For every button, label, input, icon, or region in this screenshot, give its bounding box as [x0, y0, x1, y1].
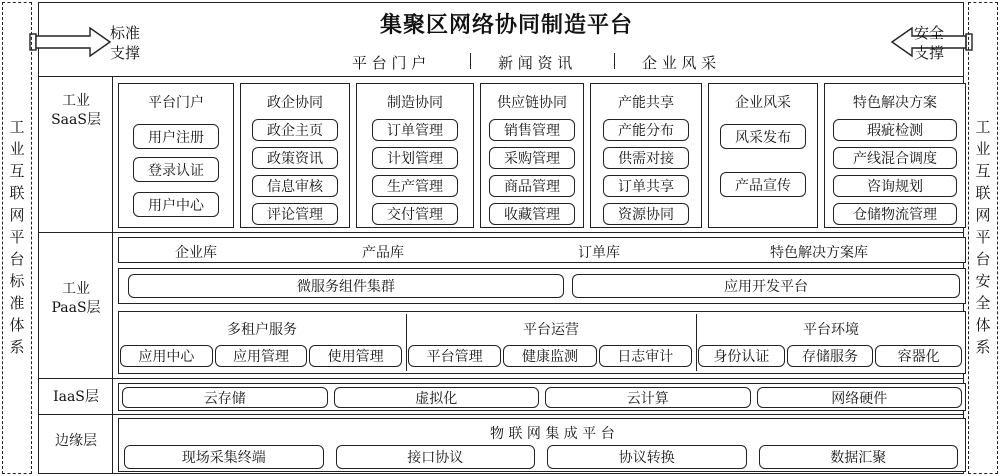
- paas-layer-label: 工业 PaaS层: [51, 281, 101, 316]
- paas-service-button[interactable]: 日志审计: [599, 345, 692, 367]
- nav-portal[interactable]: 平 台 门 户: [352, 54, 427, 72]
- saas-function-button[interactable]: 政企主页: [252, 119, 338, 141]
- side-char: 台: [9, 250, 25, 268]
- side-char: 安: [975, 272, 991, 290]
- saas-module-title: 产能共享: [618, 95, 674, 111]
- side-char: 网: [975, 206, 991, 224]
- left-support-label-1: 标准: [110, 24, 141, 42]
- library-order: 订单库: [578, 245, 620, 261]
- saas-module-title: 供应链协同: [497, 95, 567, 111]
- saas-layer-label: 工业 SaaS层: [51, 93, 101, 128]
- side-char: 联: [975, 184, 991, 202]
- side-char: 联: [9, 184, 25, 202]
- saas-module-title: 特色解决方案: [853, 95, 937, 111]
- right-support-label-2: 支撑: [914, 44, 945, 62]
- iot-platform-title: 物 联 网 集 成 平 台: [490, 426, 615, 442]
- saas-module-title: 平台门户: [148, 95, 204, 111]
- saas-module-title: 政企协同: [267, 95, 323, 111]
- side-char: 工: [975, 118, 991, 136]
- left-standard-system-label: [5, 116, 29, 358]
- edge-item[interactable]: 现场采集终端: [124, 445, 324, 469]
- side-char: 准: [9, 294, 25, 312]
- edge-item[interactable]: 协议转换: [547, 445, 747, 469]
- saas-function-button[interactable]: 信息审核: [252, 175, 338, 197]
- right-support-label-1: 安全: [914, 24, 945, 42]
- side-char: 台: [975, 250, 991, 268]
- saas-function-button[interactable]: 订单共享: [603, 175, 689, 197]
- side-char: 工: [9, 118, 25, 136]
- saas-function-button[interactable]: 瑕疵检测: [833, 119, 957, 141]
- layer-divider: [38, 414, 964, 415]
- saas-function-button[interactable]: 产能分布: [603, 119, 689, 141]
- paas-group-title: 多租户服务: [227, 322, 297, 338]
- platform-title: 集聚区网络协同制造平台: [380, 12, 634, 38]
- saas-function-button[interactable]: 评论管理: [252, 203, 338, 225]
- side-char: 系: [975, 338, 991, 356]
- layer-divider: [38, 76, 964, 77]
- edge-layer-label: 边缘层: [55, 433, 97, 449]
- iaas-item[interactable]: 虚拟化: [334, 387, 540, 408]
- library-product: 产品库: [362, 245, 404, 261]
- iaas-layer-label: IaaS层: [53, 389, 99, 405]
- library-enterprise: 企业库: [175, 245, 217, 261]
- paas-service-button[interactable]: 存储服务: [787, 345, 874, 367]
- saas-module-title: 制造协同: [387, 95, 443, 111]
- side-char: 互: [975, 162, 991, 180]
- layer-divider: [38, 232, 964, 233]
- side-char: 平: [975, 228, 991, 246]
- iaas-item[interactable]: 云存储: [122, 387, 328, 408]
- saas-function-button[interactable]: 咨询规划: [833, 175, 957, 197]
- paas-group-title: 平台环境: [803, 322, 859, 338]
- side-char: 系: [9, 338, 25, 356]
- side-char: 业: [975, 140, 991, 158]
- saas-function-button[interactable]: 仓储物流管理: [833, 203, 957, 225]
- paas-service-button[interactable]: 应用中心: [120, 345, 213, 367]
- saas-function-button[interactable]: 采购管理: [489, 147, 575, 169]
- saas-function-button[interactable]: 计划管理: [372, 147, 458, 169]
- saas-function-button[interactable]: 资源协同: [603, 203, 689, 225]
- paas-service-button[interactable]: 身份认证: [698, 345, 785, 367]
- side-char: 网: [9, 206, 25, 224]
- layer-divider: [38, 378, 964, 379]
- nav-enterprise-style[interactable]: 企 业 风 采: [642, 54, 717, 72]
- saas-function-button[interactable]: 风采发布: [720, 124, 806, 149]
- nav-divider: [614, 53, 615, 69]
- left-support-arrow: [30, 24, 110, 60]
- side-char: 全: [975, 294, 991, 312]
- app-dev-platform[interactable]: 应用开发平台: [572, 274, 960, 298]
- iaas-item[interactable]: 云计算: [545, 387, 751, 408]
- paas-service-button[interactable]: 平台管理: [408, 345, 501, 367]
- side-char: 业: [9, 140, 25, 158]
- saas-module-title: 企业风采: [735, 95, 791, 111]
- iaas-item[interactable]: 网络硬件: [757, 387, 963, 408]
- side-char: 标: [9, 272, 25, 290]
- saas-function-button[interactable]: 供需对接: [603, 147, 689, 169]
- saas-function-button[interactable]: 登录认证: [133, 157, 219, 182]
- saas-function-button[interactable]: 订单管理: [372, 119, 458, 141]
- saas-function-button[interactable]: 政策资讯: [252, 147, 338, 169]
- microservice-cluster[interactable]: 微服务组件集群: [128, 274, 564, 298]
- left-support-label-2: 支撑: [110, 44, 141, 62]
- saas-function-button[interactable]: 收藏管理: [489, 203, 575, 225]
- saas-function-button[interactable]: 用户中心: [133, 192, 219, 217]
- side-char: 互: [9, 162, 25, 180]
- saas-function-button[interactable]: 交付管理: [372, 203, 458, 225]
- nav-news[interactable]: 新 闻 资 讯: [498, 54, 573, 72]
- paas-service-button[interactable]: 健康监测: [503, 345, 596, 367]
- saas-function-button[interactable]: 商品管理: [489, 175, 575, 197]
- paas-group-title: 平台运营: [523, 322, 579, 338]
- saas-function-button[interactable]: 生产管理: [372, 175, 458, 197]
- side-char: 平: [9, 228, 25, 246]
- edge-item[interactable]: 数据汇聚: [759, 445, 959, 469]
- nav-divider: [470, 53, 471, 69]
- saas-function-button[interactable]: 销售管理: [489, 119, 575, 141]
- paas-service-button[interactable]: 应用管理: [215, 345, 308, 367]
- side-char: 体: [975, 316, 991, 334]
- paas-service-button[interactable]: 容器化: [875, 345, 962, 367]
- edge-item[interactable]: 接口协议: [336, 445, 536, 469]
- saas-function-button[interactable]: 用户注册: [133, 124, 219, 149]
- saas-function-button[interactable]: 产品宣传: [720, 172, 806, 197]
- paas-service-button[interactable]: 使用管理: [309, 345, 402, 367]
- side-char: 体: [9, 316, 25, 334]
- right-security-system-label: [971, 116, 995, 358]
- library-solutions: 特色解决方案库: [770, 245, 868, 261]
- saas-function-button[interactable]: 产线混合调度: [833, 147, 957, 169]
